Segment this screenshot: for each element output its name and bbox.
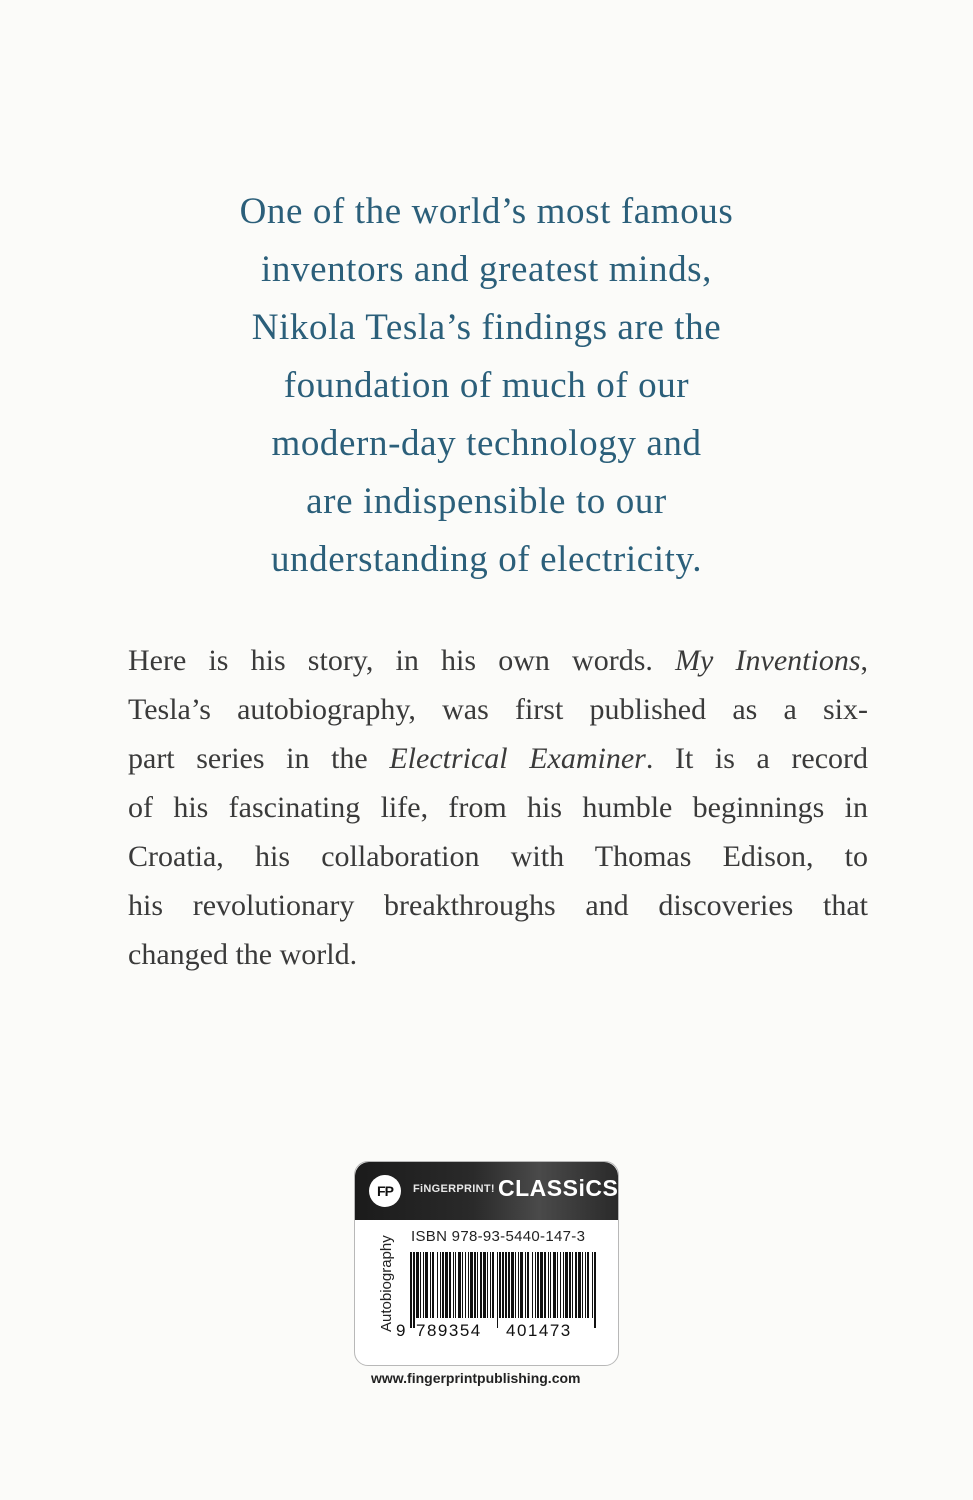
barcode-bar xyxy=(572,1252,573,1318)
barcode-bar xyxy=(453,1252,454,1318)
barcode xyxy=(396,1252,602,1338)
quote-line: are indispensible to our xyxy=(306,481,667,522)
barcode-bar xyxy=(458,1252,461,1318)
barcode-bar xyxy=(499,1252,501,1318)
barcode-bar xyxy=(449,1252,451,1318)
quote-line: foundation of much of our xyxy=(283,365,690,406)
barcode-bar xyxy=(511,1252,514,1318)
barcode-digit-first: 9 xyxy=(396,1321,406,1338)
barcode-bar xyxy=(540,1252,543,1318)
barcode-bar xyxy=(492,1252,494,1318)
barcode-bar xyxy=(525,1252,526,1318)
barcode-bar xyxy=(544,1252,546,1318)
description-line: of his fascinating life, from his humble beginnings in xyxy=(128,791,868,824)
publisher-website: www.fingerprintpublishing.com xyxy=(371,1370,581,1386)
barcode-bar xyxy=(445,1252,448,1318)
series-name: CLASSiCS xyxy=(498,1175,619,1201)
quote-line: inventors and greatest minds, xyxy=(260,249,713,290)
barcode-bar xyxy=(563,1252,564,1318)
barcode-bar xyxy=(410,1252,412,1328)
barcode-bar xyxy=(430,1252,431,1318)
genre-label: Autobiography xyxy=(378,1235,395,1332)
barcode-bar xyxy=(462,1252,463,1318)
barcode-bar xyxy=(520,1252,523,1318)
description-text: Here is his story, in his own words. xyxy=(128,644,653,677)
barcode-bar xyxy=(515,1252,516,1318)
description-line xyxy=(128,636,868,685)
barcode-bar xyxy=(425,1252,428,1318)
quote-line: One of the world’s most famous xyxy=(239,191,734,232)
barcode-bar xyxy=(508,1252,510,1318)
publisher-logo-icon: FP xyxy=(369,1175,401,1207)
barcode-bar xyxy=(585,1252,586,1318)
barcode-bar xyxy=(470,1252,473,1318)
barcode-bar xyxy=(413,1252,415,1328)
isbn-text: ISBN 978-93-5440-147-3 xyxy=(411,1228,586,1245)
description-line xyxy=(128,734,868,783)
barcode-bar xyxy=(455,1252,456,1318)
barcode-bar xyxy=(569,1252,571,1318)
barcode-bar xyxy=(497,1252,498,1328)
periodical-title: Electrical Examiner xyxy=(389,742,646,775)
description-line: Tesla’s autobiography, was first published as a six- xyxy=(128,693,868,726)
barcode-digits-right: 401473 xyxy=(506,1321,572,1338)
book-description xyxy=(128,636,868,979)
quote-line: understanding of electricity. xyxy=(270,539,703,580)
barcode-bar xyxy=(550,1252,551,1318)
barcode-bar xyxy=(553,1252,556,1318)
barcode-bar xyxy=(442,1252,444,1318)
barcode-bar xyxy=(432,1252,434,1318)
barcode-bar xyxy=(480,1252,482,1318)
barcode-bar xyxy=(487,1252,488,1318)
description-line: changed the world. xyxy=(128,938,358,971)
barcode-bar xyxy=(490,1252,491,1318)
barcode-bar xyxy=(527,1252,529,1318)
book-title: My Inventions xyxy=(675,644,861,677)
barcode-bar xyxy=(423,1252,424,1318)
barcode-bar xyxy=(535,1252,536,1318)
barcode-bar xyxy=(474,1252,476,1318)
quote-line: Nikola Tesla’s findings are the xyxy=(251,307,722,348)
barcode-bar xyxy=(537,1252,539,1318)
description-text: part series in the xyxy=(128,742,368,775)
barcode-bar xyxy=(594,1252,596,1328)
barcode-bar xyxy=(582,1252,583,1318)
barcode-bar xyxy=(532,1252,533,1318)
barcode-bar xyxy=(505,1252,507,1318)
barcode-bar xyxy=(502,1252,504,1318)
barcode-bar xyxy=(560,1252,561,1318)
barcode-digits-left: 789354 xyxy=(416,1321,482,1338)
barcode-bar xyxy=(548,1252,549,1318)
barcode-bar xyxy=(578,1252,581,1318)
barcode-bar xyxy=(416,1252,419,1318)
barcode-bar xyxy=(575,1252,577,1318)
barcode-bar xyxy=(592,1252,593,1318)
description-line: his revolutionary breakthroughs and discoveries that xyxy=(128,889,868,922)
description-text: . It is a record xyxy=(645,742,869,775)
barcode-bar xyxy=(483,1252,486,1318)
barcode-bar xyxy=(420,1252,421,1318)
quote-line: modern-day technology and xyxy=(271,423,702,464)
barcode-bar xyxy=(468,1252,469,1318)
barcode-bar xyxy=(557,1252,558,1318)
pull-quote xyxy=(140,183,833,589)
publisher-brand-bar xyxy=(355,1162,618,1220)
barcode-bar xyxy=(477,1252,478,1318)
barcode-bar xyxy=(587,1252,589,1318)
description-line: Croatia, his collaboration with Thomas Edison, to xyxy=(128,840,868,873)
barcode-bar xyxy=(440,1252,441,1318)
barcode-bar xyxy=(518,1252,519,1318)
description-text: , xyxy=(860,644,869,677)
barcode-bar xyxy=(465,1252,466,1318)
barcode-bar xyxy=(437,1252,438,1318)
publisher-name: FiNGERPRINT! xyxy=(413,1183,495,1195)
barcode-bar xyxy=(565,1252,568,1318)
